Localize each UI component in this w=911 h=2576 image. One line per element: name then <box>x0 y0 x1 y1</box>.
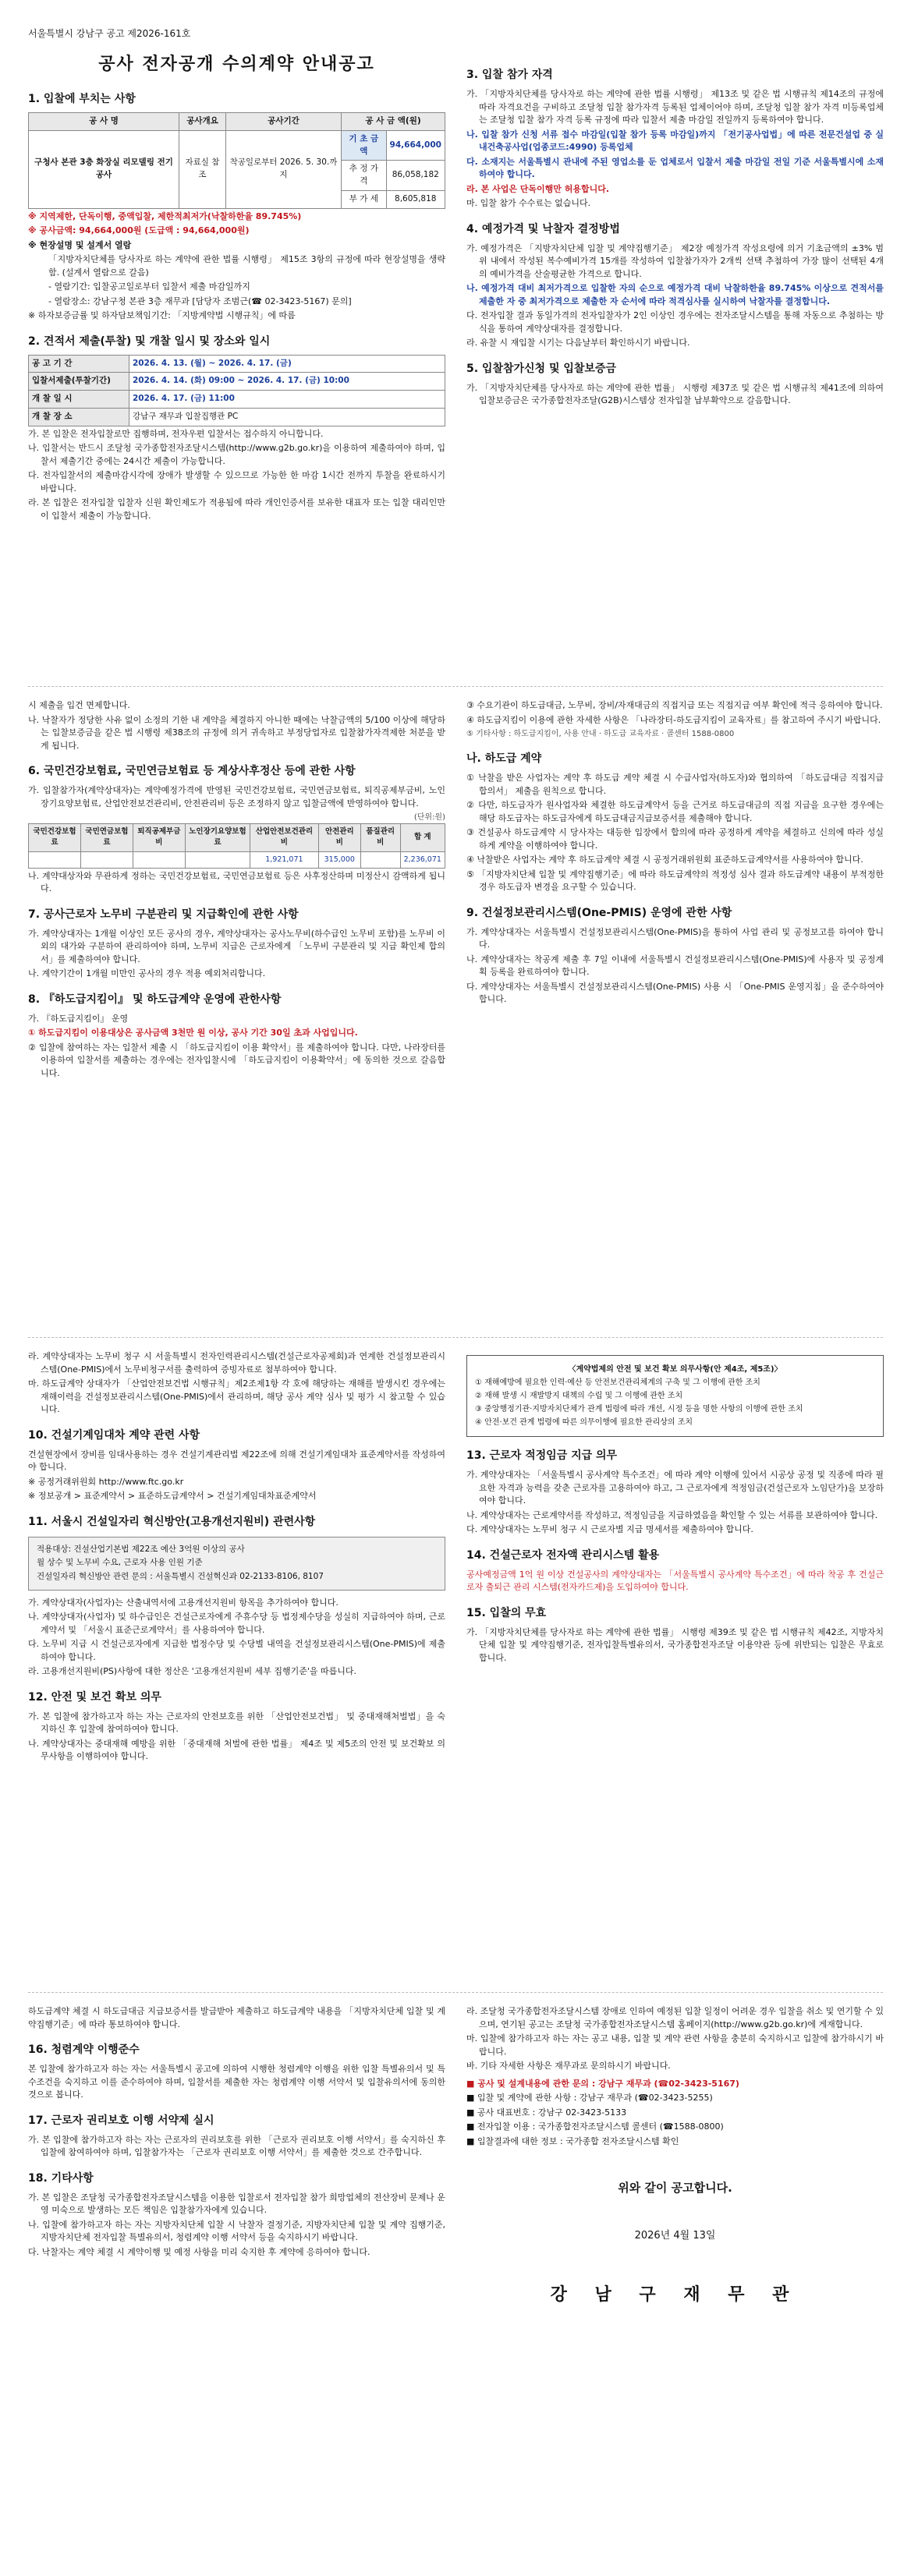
note-inspection: ※ 현장설명 및 설계서 열람 <box>28 239 132 250</box>
paragraph: 다. 노무비 지급 시 건설근로자에게 지급한 법정수당 및 수당별 내역을 건설정보관리시스템(One-PMIS)에 제출하여야 합니다. <box>28 1639 445 1662</box>
paragraph: 라. 고용개선지원비(PS)사항에 대한 정산은 '고용개선지원비 세부 집행기준'을 따릅니다. <box>28 1666 356 1677</box>
note-restriction: ※ 지역제한, 단독이행, 중액입찰, 제한적최저가(낙찰하한율 89.745%) <box>28 211 302 221</box>
info-box <box>28 1537 445 1591</box>
paragraph: ① 하도급지킴이 이용대상은 공사금액 3천만 원 이상, 공사 기간 30일 초과 사업입니다. <box>28 1028 358 1039</box>
left-column-mid <box>28 698 445 1081</box>
contact-list <box>466 2078 884 2149</box>
section-7-heading: 7. 공사근로자 노무비 구분관리 및 지급확인에 관한 사항 <box>28 908 299 921</box>
box-line: ② 재해 발생 시 재발방지 대책의 수립 및 그 이행에 관한 조치 <box>475 1392 683 1400</box>
note-amount: ※ 공사금액: 94,664,000원 (도급액 : 94,664,000원) <box>28 225 250 235</box>
amount-label-vat: 부 가 세 <box>342 190 386 208</box>
paragraph: ⑤ 「지방자치단체 입찰 및 계약집행기준」에 따라 하도급계약의 적정성 심사 결과 하도급계약 내용이 부적정한 경우 하도급자 변경을 요구할 수 있습니다. <box>466 869 884 892</box>
section-12-heading: 12. 안전 및 보건 확보 의무 <box>28 1690 161 1704</box>
paragraph: ② 입찰에 참여하는 자는 입찰서 제출 시 「하도급지킴이 이용 확약서」를 제출하여야 합니다. 다만, 나라장터를 이용하여 입찰서를 제출하는 경우에는 전자입찰시에 「하도급지킴이 이용확약서」에 동의한 것으로 갈음합니다. <box>28 1042 445 1078</box>
schedule-label: 개 찰 일 시 <box>29 391 129 409</box>
paragraph: 가. 본 입찰에 참가하고자 하는 자는 근로자의 권리보호를 위한 「근로자 권리보호 이행 서약서」를 숙지하신 후 입찰에 참여하여야 하며, 입찰참가자는 「근로자 권리보호 이행 서약서」를 제출한 것으로 간주합니다. <box>28 2134 445 2157</box>
th-period: 공사기간 <box>225 113 341 131</box>
section-4-heading: 4. 예정가격 및 낙찰자 결정방법 <box>466 222 620 235</box>
notice-date: 2026년 4월 13일 <box>634 2229 716 2242</box>
section-6-heading: 6. 국민건강보험료, 국민연금보험료 등 계상사후정산 등에 관한 사항 <box>28 765 356 777</box>
box-line: ① 재해예방에 필요한 인력·예산 등 안전보건관리체계의 구축 및 그 이행에 관한 조치 <box>475 1378 760 1387</box>
paragraph: 하도급계약 체결 시 하도급대금 지급보증서를 발급받아 제출하고 하도급계약 내용을 「지방자치단체 입찰 및 계약집행기준」에 따라 통보하여야 합니다. <box>28 2006 445 2029</box>
paragraph: 가. 계약상대자는 「서울특별시 공사계약 특수조건」에 따라 계약 이행에 있어서 시공상 공정 및 직종에 따라 필요한 자격과 능력을 갖춘 근로자를 고용하여야 하고, 그 근로자에게 적정임금(건설근로자 노임단가)을 보장하여야 합니다. <box>466 1470 884 1506</box>
section-5-heading: 5. 입찰참가신청 및 입찰보증금 <box>466 362 616 375</box>
paragraph: ※ 공정거래위원회 http://www.ftc.go.kr <box>28 1476 184 1487</box>
paragraph: 가. 「지방자치단체를 당사자로 하는 계약에 관한 법률」 시행령 제39조 및 같은 법 시행규칙 제42조, 지방자치단체 입찰 및 계약집행기준, 전자입찰특별유의서, 국가종합전자조달 이용약관 등에 위반되는 입찰은 무효로 합니다. <box>466 1626 884 1663</box>
schedule-label: 입찰서제출(투찰기간) <box>29 373 129 391</box>
th-health: 국민건강보험료 <box>29 824 81 852</box>
cell <box>133 851 185 868</box>
detail-line: - 열람기간: 입찰공고일로부터 입찰서 제출 마감일까지 <box>48 281 250 292</box>
paragraph: 나. 계약상대자는 착공계 제출 후 7일 이내에 서울특별시 건설정보관리시스템(One-PMIS)에 사용자 및 공정계획 등록을 완료하여야 합니다. <box>466 954 884 977</box>
paragraph: 라. 계약상대자는 노무비 청구 시 서울특별시 전자인력관리시스템(건설근로자공제회)과 연계한 건설정보관리시스템(One-PMIS)에서 노무비청구서를 출력하여 증빙자료로 첨부하여야 합니다. <box>28 1351 445 1375</box>
paragraph: 다. 소재지는 서울특별시 관내에 주된 영업소를 둔 업체로서 입찰서 제출 마감일 전일 기준 서울특별시에 소재하여야 합니다. <box>466 156 884 179</box>
schedule-label: 개 찰 장 소 <box>29 408 129 426</box>
project-period: 착공일로부터 2026. 5. 30.까지 <box>225 130 341 208</box>
box-line: 건설일자리 혁신방안 관련 문의 : 서울특별시 건설혁신과 02-2133-8106, 8107 <box>37 1572 324 1581</box>
right-column-bottom <box>466 2004 884 2308</box>
contact-item: ■ 입찰결과에 대한 정보 : 국가종합 전자조달시스템 확인 <box>466 2135 679 2146</box>
right-column-top <box>466 56 884 409</box>
paragraph: 마. 하도급계약 상대자가 「산업안전보건법 시행규칙」제2조제1항 각 호에 해당하는 재해를 발생시킨 경우에는 재해이력을 건설정보관리시스템(One-PMIS)에서 관리하며, 해당 공사 계약 심사 및 평가 시 참고할 수 있습니다. <box>28 1378 445 1414</box>
th-care: 노인장기요양보험료 <box>185 824 250 852</box>
project-name: 구청사 본관 3층 화장실 리모델링 전기공사 <box>29 130 179 208</box>
th-overview: 공사개요 <box>179 113 226 131</box>
paragraph: 가. 예정가격은 「지방자치단체 입찰 및 계약집행기준」 제2장 예정가격 작성요령에 의거 기초금액의 ±3% 범위 내에서 작성된 복수예비가격 15개를 작성하여 입찰참가자가 2개씩 선택 추첨하여 가장 많이 선택된 4개의 예비가격을 산술평균한 가격으로 합니다. <box>466 242 884 279</box>
cell <box>29 851 81 868</box>
box-title: 〈계약법제의 안전 및 보건 확보 의무사항(안 제4조, 제5조)〉 <box>568 1365 782 1374</box>
cell <box>80 851 133 868</box>
paragraph: ④ 낙찰받은 사업자는 계약 후 하도급계약 체결 시 공정거래위원회 표준하도급계약서를 사용하여야 합니다. <box>466 855 863 865</box>
safety-box <box>466 1355 884 1437</box>
paragraph: 가. 입찰참가자(계약상대자)는 계약예정가격에 반영된 국민건강보험료, 국민연금보험료, 퇴직공제부금비, 노인장기요양보험료, 산업안전보건관리비, 안전관리비 등은 조정하지 않고 입찰금액에 반영하여야 합니다. <box>28 785 445 809</box>
th-safety: 안전관리비 <box>318 824 360 852</box>
section-10-heading: 10. 건설기계임대차 계약 관련 사항 <box>28 1428 200 1442</box>
paragraph: 다. 전자입찰서의 제출마감시각에 장애가 발생할 수 있으므로 가능한 한 마감 1시간 전까지 투찰을 완료하시기 바랍니다. <box>28 470 445 494</box>
section-14-heading: 14. 건설근로자 전자액 관리시스템 활용 <box>466 1548 660 1562</box>
paragraph: ※ 정보공개 > 표준계약서 > 표준하도급계약서 > 건설기계임대차표준계약서 <box>28 1491 317 1501</box>
left-column-lower <box>28 1349 445 1765</box>
contact-item: ■ 공사 및 설계내용에 관한 문의 : 강남구 재무과 (☎02-3423-5167) <box>466 2078 739 2089</box>
th-pension: 국민연금보험료 <box>80 824 133 852</box>
section-3-heading: 3. 입찰 참가 자격 <box>466 69 553 81</box>
schedule-label: 공 고 기 간 <box>29 355 129 373</box>
cell: 315,000 <box>318 851 360 868</box>
section-2-heading: 2. 견적서 제출(투찰) 및 개찰 일시 및 장소와 일시 <box>28 334 271 348</box>
right-column-lower <box>466 1349 884 1666</box>
detail-line: 「지방자치단체를 당사자로 하는 계약에 관한 법률 시행령」 제15조 3항의 규정에 따라 현장설명을 생략함. (설계서 열람으로 갈음) <box>48 254 445 278</box>
amount-label-est: 추 정 가 격 <box>342 161 386 191</box>
project-overview: 자료실 참조 <box>179 130 226 208</box>
schedule-table <box>28 355 445 426</box>
section-divider <box>28 1337 883 1338</box>
paragraph: ④ 하도급지킴이 이용에 관한 자세한 사항은 「나라장터-하도급지킴이 교육자료」를 참고하여 주시기 바랍니다. <box>466 714 881 725</box>
cell <box>360 851 400 868</box>
amount-label-base: 기 초 금 액 <box>342 130 386 161</box>
right-column-mid <box>466 698 884 1008</box>
th-amount: 공 사 금 액(원) <box>342 113 445 131</box>
project-table <box>28 112 445 209</box>
paragraph: 라. 본 사업은 단독이행만 허용합니다. <box>466 183 610 194</box>
page-title: 공사 전자공개 수의계약 안내공고 <box>98 55 375 74</box>
section-divider <box>28 1992 883 1993</box>
paragraph: 가. 계약상대자(사업자)는 산출내역서에 고용개선지원비 항목을 추가하여야 합니다. <box>28 1597 339 1608</box>
box-line: 월 상수 및 노무비 수요, 근로자 사용 인원 기준 <box>37 1558 203 1568</box>
paragraph: ① 낙찰을 받은 사업자는 계약 후 하도급 계약 체결 시 수급사업자(하도자)와 협의하여 「하도급대금 직접지급 합의서」 제출을 원칙으로 합니다. <box>466 773 884 796</box>
paragraph: 다. 계약상대자는 서울특별시 건설정보관리시스템(One-PMIS) 사용 시 「One-PMIS 운영지침」을 준수하여야 합니다. <box>466 981 884 1004</box>
section-8-heading: 8. 『하도급지킴이』 및 하도급계약 운영에 관한사항 <box>28 993 282 1006</box>
paragraph: 시 제출을 입건 면제합니다. <box>28 700 130 710</box>
left-column-bottom <box>28 2004 445 2260</box>
amount-value-vat: 8,605,818 <box>386 190 445 208</box>
cell: 1,921,071 <box>250 851 319 868</box>
left-column-top <box>28 27 445 524</box>
paragraph: 가. 본 입찰은 전자입찰로만 집행하며, 전자우편 입찰서는 접수하지 아니합니다. <box>28 428 324 439</box>
th-retire: 퇴직공제부금비 <box>133 824 185 852</box>
insurance-table <box>28 823 445 869</box>
paragraph: 가. 「지방자치단체를 당사자로 하는 계약에 관한 법률」 시행령 제37조 및 같은 법 시행규칙 제41조에 의하여 입찰보증금은 국가종합전자조달(G2B)시스템상 전자입찰 납부확약으로 갈음합니다. <box>466 382 884 405</box>
section-divider <box>28 686 883 687</box>
table-unit: (단위:원) <box>413 813 445 822</box>
paragraph: 나. 낙찰자가 정당한 사유 없이 소정의 기한 내 계약을 체결하지 아니한 때에는 낙찰금액의 5/100 이상에 해당하는 입찰보증금을 같은 법 시행령 제38조의 규정에 의거 귀속하고 부정당업자로 입찰참가자격제한 처분을 받게 됩니다. <box>28 714 445 751</box>
paragraph: 나. 입찰에 참가하고자 하는 자는 지방자치단체 입찰 시 낙찰자 결정기준, 지방자치단체 입찰 및 계약 집행기준, 지방자치단체 전자입찰 특별유의서, 청렴계약 이행 서약서 등을 숙지하시기 바랍니다. <box>28 2219 445 2242</box>
box-line: ③ 중앙행정기관·지방자치단체가 관계 법령에 따라 개선, 시정 등을 명한 사항의 이행에 관한 조치 <box>475 1405 803 1414</box>
contact-item: ■ 전자입찰 이용 : 국가종합전자조달시스템 콜센터 (☎1588-0800) <box>466 2121 724 2132</box>
th-name: 공 사 명 <box>29 113 179 131</box>
paragraph: 마. 입찰에 참가하고자 하는 자는 공고 내용, 입찰 및 계약 관련 사항을 충분히 숙지하시고 입찰에 참가하시기 바랍니다. <box>466 2033 884 2057</box>
paragraph: 건설현장에서 장비를 임대사용하는 경우 건설기계관리법 제22조에 의해 건설기계임대차 표준계약서를 작성하여야 합니다. <box>28 1449 445 1472</box>
paragraph: 가. 계약상대자는 서울특별시 건설정보관리시스템(One-PMIS)을 통하여 사업 관리 및 공정보고를 하여야 합니다. <box>466 926 884 950</box>
closing-text: 위와 같이 공고합니다. <box>618 2181 732 2195</box>
schedule-value: 2026. 4. 17. (금) 11:00 <box>129 391 445 409</box>
amount-value-est: 86,058,182 <box>386 161 445 191</box>
paragraph: 라. 본 입찰은 전자입찰 입찰자 신원 확인제도가 적용됨에 따라 개인인증서를 보유한 대표자 또는 입찰 대리인만이 입찰서 제출이 가능합니다. <box>28 497 445 521</box>
paragraph: ③ 건설공사 하도급계약 시 당사자는 대등한 입장에서 합의에 따라 공정하게 계약을 체결하고 신의에 따라 성실하게 계약을 이행하여야 합니다. <box>466 827 884 851</box>
paragraph: 가. 본 입찰은 조달청 국가종합전자조달시스템을 이용한 입찰로서 전자입찰 참가 희망업체의 전산장비 문제나 운영 미숙으로 발생하는 모든 책임은 입찰참가자에게 있습니다. <box>28 2192 445 2215</box>
paragraph: 본 입찰에 참가하고자 하는 자는 서울특별시 공고에 의하여 시행한 청렴계약 이행을 위한 입찰 특별유의서 및 특수조건을 숙지하고 이를 준수하여야 하며, 입찰서를 제출한 자는 청렴계약 이행 서약서 및 입찰유의서에 동의한 것으로 봅니다. <box>28 2064 445 2100</box>
paragraph: ⑤ 기타사항 : 하도급지킴이, 사용 안내 · 하도급 교육자료 · 콜센터 1588-0800 <box>466 730 735 738</box>
section-13-heading: 13. 근로자 적정임금 지급 의무 <box>466 1449 618 1462</box>
contact-item: ■ 공사 대표번호 : 강남구 02-3423-5133 <box>466 2107 627 2118</box>
section-11-heading: 11. 서울시 건설일자리 혁신방안(고용개선지원비) 관련사항 <box>28 1515 316 1528</box>
paragraph: ③ 수요기관이 하도급대금, 노무비, 장비/자재대금의 직접지급 또는 직접지급 여부 확인에 적극 응하여야 합니다. <box>466 700 883 710</box>
th-quality: 품질관리비 <box>360 824 400 852</box>
subsection-heading: 나. 하도급 계약 <box>466 752 542 765</box>
paragraph: 라. 조달청 국가종합전자조달시스템 장애로 인하여 예정된 입찰 일정이 어려운 경우 입찰을 취소 및 연기할 수 있으며, 연기된 공고는 조달청 국가종합전자조달시스템 홈페이지(http://www.g2b.go.kr)에 게재합니다. <box>466 2006 884 2029</box>
section-16-heading: 16. 청렴계약 이행준수 <box>28 2043 140 2056</box>
paragraph: ② 다만, 하도급자가 원사업자와 체결한 하도급계약서 등을 근거로 하도급대금의 직접 지급을 요구한 경우에는 해당 하도급자는 하도급자에게 하도급대금지급보증서를 제출해야 합니다. <box>466 800 884 823</box>
paragraph: 마. 입찰 참가 수수료는 없습니다. <box>466 198 591 208</box>
paragraph: 가. 「지방자치단체를 당사자로 하는 계약에 관한 법률 시행령」 제13조 및 같은 법 시행규칙 제14조의 규정에 따라 자격요건을 구비하고 조달청 입찰 참가자격 등록된 업체이어야 하며, 조달청 입찰 참가 자격 미등록업체는 조달청 입찰 참가 자격 등록 규정에 따라 입찰서 제출 마감일 전일까지 등록하여야 합니다. <box>466 89 884 125</box>
section-1-heading: 1. 입찰에 부치는 사항 <box>28 93 136 105</box>
paragraph: 나. 입찰 참가 신청 서류 접수 마감일(입찰 참가 등록 마감일)까지 「전기공사업법」에 따른 전문건설업 중 실내건축공사업(업종코드:4990) 등록업체 <box>466 129 884 152</box>
signature: 강 남 구 재 무 관 <box>550 2285 800 2305</box>
cell: 2,236,071 <box>400 851 445 868</box>
paragraph: 가. 본 입찰에 참가하고자 하는 자는 근로자의 안전보호를 위한 「산업안전보건법」 및 중대재해처벌법」을 숙지하신 후 입찰에 참여하여야 합니다. <box>28 1711 445 1735</box>
section-18-heading: 18. 기타사항 <box>28 2171 94 2185</box>
schedule-value: 2026. 4. 13. (월) ~ 2026. 4. 17. (금) <box>129 355 445 373</box>
amount-value-base: 94,664,000 <box>386 130 445 161</box>
detail-line: ※ 하자보증금률 및 하자담보책임기간: 「지방계약법 시행규칙」에 따름 <box>28 310 296 320</box>
schedule-value: 강남구 재무과 입찰집행관 PC <box>129 408 445 426</box>
paragraph: 공사예정금액 1억 원 이상 건설공사의 계약상대자는 「서울특별시 공사계약 특수조건」에 따라 착공 후 건설근로자 출퇴근 관리 시스템(전자카드제)을 도입하여야 합니다. <box>466 1569 884 1592</box>
paragraph: 나. 계약상대자는 중대재해 예방을 위한 「중대재해 처벌에 관한 법률」 제4조 및 제5조의 안전 및 보건확보 의무사항을 이행하여야 합니다. <box>28 1738 445 1762</box>
cell <box>185 851 250 868</box>
schedule-value: 2026. 4. 14. (화) 09:00 ~ 2026. 4. 17. (금) 10:00 <box>129 373 445 391</box>
section-17-heading: 17. 근로자 권리보호 이행 서약제 실시 <box>28 2114 214 2127</box>
contact-item: ■ 입찰 및 계약에 관한 사항 : 강남구 재무과 (☎02-3423-5255) <box>466 2093 713 2103</box>
th-safety-health: 산업안전보건관리비 <box>250 824 319 852</box>
paragraph: 나. 예정가격 대비 최저가격으로 입찰한 자의 순으로 예정가격 대비 낙찰하한율 89.745% 이상으로 견적서를 제출한 자 중 최저가격으로 제출한 자 순서에 따라 적격심사를 실시하여 낙찰자를 결정합니다. <box>466 283 884 306</box>
paragraph: 나. 계약기간이 1개월 미만인 공사의 경우 적용 예외처리합니다. <box>28 968 266 979</box>
paragraph: 나. 계약대상자와 무관하게 정하는 국민건강보험료, 국민연금보험료 등은 사후정산하며 미정산시 감액하게 됩니다. <box>28 870 445 894</box>
paragraph: 바. 기타 자세한 사항은 재무과로 문의하시기 바랍니다. <box>466 2061 671 2071</box>
paragraph: 다. 낙찰자는 계약 체결 시 계약이행 및 예정 사항을 미리 숙지한 후 계약에 응하여야 합니다. <box>28 2246 370 2257</box>
paragraph: 나. 입찰서는 반드시 조달청 국가종합전자조달시스템(http://www.g2b.go.kr)을 이용하여 제출하여야 하며, 입찰서 제출기간 중에는 24시간 제출이 가능합니다. <box>28 443 445 466</box>
detail-line: - 열람장소: 강남구청 본관 3층 재무과 [담당자 조범근(☎ 02-3423-5167) 문의] <box>48 295 352 306</box>
section-15-heading: 15. 입찰의 무효 <box>466 1606 547 1619</box>
section-9-heading: 9. 건설정보관리시스템(One-PMIS) 운영에 관한 사항 <box>466 906 732 919</box>
paragraph: 나. 계약상대자는 근로계약서를 작성하고, 적정임금을 지급하였음을 확인할 수 있는 서류를 보관하여야 합니다. <box>466 1509 878 1520</box>
box-line: ④ 안전·보건 관계 법령에 따른 의무이행에 필요한 관리상의 조치 <box>475 1418 693 1427</box>
paragraph: 라. 유찰 시 재입찰 시기는 다음날부터 확인하시기 바랍니다. <box>466 338 690 348</box>
paragraph: 가. 계약상대자는 1개월 이상인 모든 공사의 경우, 계약상대자는 공사노무비(하수급인 노무비 포함)를 노무비 이외의 대가와 구분하여 관리하여야 하며, 노무비 지급은 근로자에게 「노무비 구분관리 및 지급 확인제 합의서」를 제출하여야 합니다. <box>28 928 445 964</box>
notice-number: 서울특별시 강남구 공고 제2026-161호 <box>28 28 191 39</box>
box-line: 적용대상: 건설산업기본법 제22조 예산 3억원 이상의 공사 <box>37 1544 245 1554</box>
th-total: 합 계 <box>400 824 445 852</box>
paragraph: 나. 계약상대자(사업자) 및 하수급인은 건설근로자에게 주휴수당 등 법정제수당을 성실히 지급하여야 하며, 근로계약서 및 「서울시 표준근로계약서」를 사용하여야 합니다. <box>28 1612 445 1635</box>
paragraph: 다. 계약상대자는 노무비 청구 시 근로자별 지급 명세서를 제출하여야 합니다. <box>466 1524 753 1534</box>
paragraph: 가. 『하도급지킴이』 운영 <box>28 1013 129 1024</box>
paragraph: 다. 전자입찰 결과 동일가격의 전자입찰자가 2인 이상인 경우에는 전자조달시스템을 통해 자동으로 추첨하는 방식을 통하여 계약상대자를 결정합니다. <box>466 310 884 334</box>
